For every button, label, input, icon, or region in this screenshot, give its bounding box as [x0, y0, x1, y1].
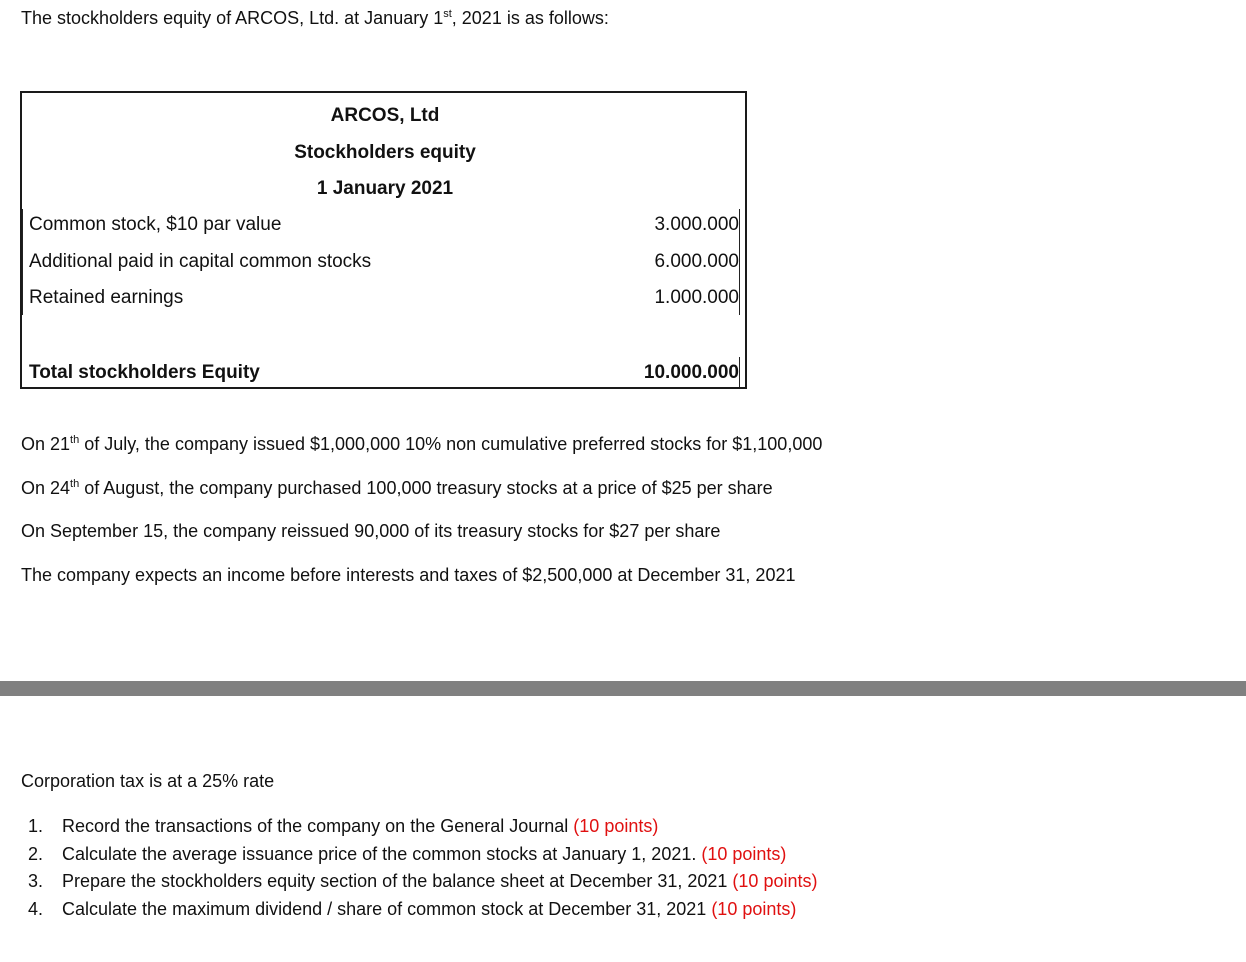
- points-label: (10 points): [573, 816, 659, 836]
- page-separator-bar: [0, 681, 1246, 696]
- row-value-retained-earnings: 1.000.000: [654, 287, 739, 308]
- row-label-common-stock: Common stock, $10 par value: [29, 214, 282, 235]
- statement-date: 1 January 2021: [316, 178, 454, 199]
- equity-statement-table: [20, 91, 747, 389]
- question-item: 3. Prepare the stockholders equity section of the balance sheet at December 31, 2021 (10 points): [28, 871, 818, 892]
- event-august: On 24th of August, the company purchased 100,000 treasury stocks at a price of $25 per share: [21, 478, 773, 498]
- question-item: 1. Record the transactions of the company on the General Journal (10 points): [28, 816, 659, 836]
- points-label: (10 points): [711, 899, 797, 920]
- question-item: 2. Calculate the average issuance price of the common stocks at January 1, 2021. (10 points): [28, 843, 787, 864]
- statement-title: Stockholders equity: [294, 142, 476, 163]
- row-divider-right: [739, 209, 740, 315]
- points-label: (10 points): [732, 871, 818, 892]
- event-september: On September 15, the company reissued 90,000 of its treasury stocks for $27 per share: [21, 521, 721, 541]
- points-label: (10 points): [701, 843, 787, 864]
- company-name: ARCOS, Ltd: [330, 105, 440, 126]
- question-item: 4. Calculate the maximum dividend / share of common stock at December 31, 2021 (10 points): [28, 899, 797, 920]
- event-july: On 21th of July, the company issued $1,000,000 10% non cumulative preferred stocks for $1,100,000: [21, 434, 823, 454]
- row-label-retained-earnings: Retained earnings: [29, 287, 184, 308]
- questions-list: [28, 815, 817, 926]
- total-divider-right: [739, 357, 740, 387]
- event-income-expectation: The company expects an income before interests and taxes of $2,500,000 at December 31, 2021: [21, 565, 796, 585]
- row-label-apic: Additional paid in capital common stocks: [29, 251, 372, 272]
- row-value-apic: 6.000.000: [654, 251, 739, 272]
- row-value-common-stock: 3.000.000: [654, 214, 739, 235]
- total-label: Total stockholders Equity: [29, 362, 260, 383]
- total-value: 10.000.000: [643, 362, 739, 383]
- intro-text: The stockholders equity of ARCOS, Ltd. at January 1st, 2021 is as follows:: [21, 8, 609, 28]
- row-divider-left: [22, 209, 23, 315]
- corporation-tax-note: Corporation tax is at a 25% rate: [21, 771, 275, 791]
